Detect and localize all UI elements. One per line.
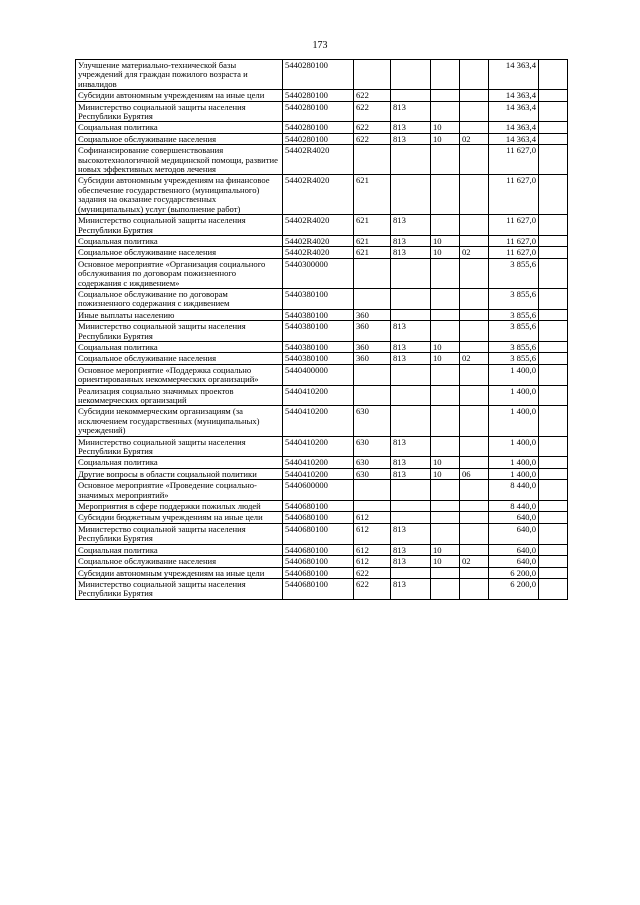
row-section-cell — [431, 480, 460, 501]
row-grbs-cell — [391, 258, 431, 288]
row-subsection-cell — [460, 90, 489, 101]
row-code-cell: 5440680100 — [283, 578, 354, 599]
row-extra-cell — [539, 385, 568, 406]
row-section-cell — [431, 309, 460, 320]
row-subsection-cell — [460, 309, 489, 320]
row-subsection-cell — [460, 480, 489, 501]
row-expense-type-cell — [354, 385, 391, 406]
row-code-cell: 5440410200 — [283, 406, 354, 436]
row-section-cell — [431, 567, 460, 578]
row-section-cell: 10 — [431, 247, 460, 258]
row-extra-cell — [539, 247, 568, 258]
row-section-cell — [431, 501, 460, 512]
table-row — [76, 258, 568, 288]
row-name-cell: Мероприятия в сфере поддержки пожилых людей — [76, 501, 283, 512]
row-name-cell: Социальное обслуживание по договорам пожизненного содержания с иждивением — [76, 288, 283, 309]
row-code-cell: 5440410200 — [283, 457, 354, 468]
row-name-cell: Социальная политика — [76, 341, 283, 352]
row-grbs-cell — [391, 567, 431, 578]
row-name-cell: Социальное обслуживание населения — [76, 133, 283, 144]
row-name-cell: Софинансирование совершенствования высокотехнологичной медицинской помощи, развитие новых эффективных методов лечения — [76, 145, 283, 175]
row-extra-cell — [539, 523, 568, 544]
row-expense-type-cell: 612 — [354, 544, 391, 555]
table-row — [76, 556, 568, 567]
table-row — [76, 321, 568, 342]
row-subsection-cell — [460, 321, 489, 342]
row-expense-type-cell — [354, 480, 391, 501]
row-section-cell — [431, 436, 460, 457]
row-name-cell: Основное мероприятие «Организация социального обслуживания по договорам пожизненного содержания с иждивением» — [76, 258, 283, 288]
row-extra-cell — [539, 175, 568, 215]
row-subsection-cell — [460, 544, 489, 555]
row-extra-cell — [539, 544, 568, 555]
row-grbs-cell — [391, 175, 431, 215]
row-sum-cell: 14 363,4 — [489, 90, 539, 101]
row-extra-cell — [539, 353, 568, 364]
row-section-cell — [431, 406, 460, 436]
row-section-cell — [431, 523, 460, 544]
row-extra-cell — [539, 512, 568, 523]
row-code-cell: 5440280100 — [283, 133, 354, 144]
row-subsection-cell: 02 — [460, 247, 489, 258]
row-grbs-cell — [391, 90, 431, 101]
row-grbs-cell — [391, 512, 431, 523]
row-grbs-cell: 813 — [391, 544, 431, 555]
row-subsection-cell — [460, 215, 489, 236]
row-sum-cell: 11 627,0 — [489, 235, 539, 246]
row-name-cell: Министерство социальной защиты населения Республики Бурятия — [76, 101, 283, 122]
row-sum-cell: 1 400,0 — [489, 436, 539, 457]
row-code-cell: 5440380100 — [283, 321, 354, 342]
row-grbs-cell — [391, 364, 431, 385]
row-sum-cell: 11 627,0 — [489, 145, 539, 175]
table-row — [76, 353, 568, 364]
row-expense-type-cell: 360 — [354, 309, 391, 320]
row-expense-type-cell: 621 — [354, 215, 391, 236]
row-section-cell: 10 — [431, 544, 460, 555]
table-row — [76, 512, 568, 523]
row-name-cell: Министерство социальной защиты населения Республики Бурятия — [76, 523, 283, 544]
row-sum-cell: 6 200,0 — [489, 578, 539, 599]
row-expense-type-cell: 622 — [354, 90, 391, 101]
row-extra-cell — [539, 480, 568, 501]
table-row — [76, 309, 568, 320]
table-row — [76, 385, 568, 406]
row-grbs-cell — [391, 309, 431, 320]
row-expense-type-cell: 621 — [354, 175, 391, 215]
table-row — [76, 90, 568, 101]
row-sum-cell: 640,0 — [489, 556, 539, 567]
row-grbs-cell — [391, 406, 431, 436]
row-grbs-cell: 813 — [391, 101, 431, 122]
budget-table — [75, 59, 568, 600]
row-code-cell: 5440380100 — [283, 288, 354, 309]
table-row — [76, 468, 568, 479]
row-grbs-cell: 813 — [391, 341, 431, 352]
row-grbs-cell — [391, 145, 431, 175]
row-sum-cell: 11 627,0 — [489, 175, 539, 215]
row-code-cell: 5440280100 — [283, 101, 354, 122]
row-expense-type-cell — [354, 60, 391, 90]
row-sum-cell: 1 400,0 — [489, 364, 539, 385]
row-grbs-cell: 813 — [391, 556, 431, 567]
row-code-cell: 5440410200 — [283, 385, 354, 406]
table-row — [76, 60, 568, 90]
row-expense-type-cell: 612 — [354, 556, 391, 567]
row-name-cell: Министерство социальной защиты населения Республики Бурятия — [76, 436, 283, 457]
row-code-cell: 5440280100 — [283, 90, 354, 101]
row-expense-type-cell: 622 — [354, 578, 391, 599]
row-expense-type-cell: 622 — [354, 567, 391, 578]
row-sum-cell: 14 363,4 — [489, 133, 539, 144]
row-subsection-cell — [460, 501, 489, 512]
row-section-cell — [431, 364, 460, 385]
row-code-cell: 5440680100 — [283, 512, 354, 523]
row-code-cell: 5440680100 — [283, 544, 354, 555]
table-row — [76, 145, 568, 175]
row-subsection-cell — [460, 288, 489, 309]
row-expense-type-cell: 630 — [354, 436, 391, 457]
row-extra-cell — [539, 501, 568, 512]
row-sum-cell: 3 855,6 — [489, 321, 539, 342]
row-code-cell: 5440410200 — [283, 436, 354, 457]
row-sum-cell: 11 627,0 — [489, 247, 539, 258]
row-subsection-cell: 06 — [460, 468, 489, 479]
row-subsection-cell: 02 — [460, 353, 489, 364]
row-name-cell: Субсидии автономным учреждениям на иные цели — [76, 567, 283, 578]
row-name-cell: Министерство социальной защиты населения Республики Бурятия — [76, 215, 283, 236]
row-extra-cell — [539, 567, 568, 578]
row-section-cell: 10 — [431, 457, 460, 468]
row-subsection-cell — [460, 364, 489, 385]
row-code-cell: 5440400000 — [283, 364, 354, 385]
row-code-cell: 5440680100 — [283, 523, 354, 544]
row-sum-cell: 8 440,0 — [489, 480, 539, 501]
row-section-cell: 10 — [431, 122, 460, 133]
table-row — [76, 544, 568, 555]
row-section-cell — [431, 258, 460, 288]
row-name-cell: Субсидии некоммерческим организациям (за исключением государственных (муниципальных) учреждений) — [76, 406, 283, 436]
row-sum-cell: 640,0 — [489, 544, 539, 555]
row-sum-cell: 1 400,0 — [489, 406, 539, 436]
row-section-cell — [431, 385, 460, 406]
table-row — [76, 501, 568, 512]
row-grbs-cell: 813 — [391, 468, 431, 479]
row-extra-cell — [539, 457, 568, 468]
row-section-cell — [431, 60, 460, 90]
row-grbs-cell: 813 — [391, 436, 431, 457]
row-name-cell: Социальное обслуживание населения — [76, 556, 283, 567]
row-sum-cell: 3 855,6 — [489, 288, 539, 309]
row-grbs-cell: 813 — [391, 247, 431, 258]
row-expense-type-cell: 612 — [354, 512, 391, 523]
row-name-cell: Министерство социальной защиты населения Республики Бурятия — [76, 321, 283, 342]
row-code-cell: 5440300000 — [283, 258, 354, 288]
table-row — [76, 523, 568, 544]
row-name-cell: Социальная политика — [76, 235, 283, 246]
row-code-cell: 54402R4020 — [283, 247, 354, 258]
row-grbs-cell: 813 — [391, 353, 431, 364]
row-section-cell — [431, 175, 460, 215]
row-code-cell: 5440380100 — [283, 309, 354, 320]
row-sum-cell: 6 200,0 — [489, 567, 539, 578]
row-sum-cell: 3 855,6 — [489, 309, 539, 320]
row-subsection-cell — [460, 60, 489, 90]
row-section-cell: 10 — [431, 353, 460, 364]
row-section-cell: 10 — [431, 468, 460, 479]
page-number: 173 — [312, 40, 328, 51]
row-name-cell: Субсидии автономным учреждениям на финансовое обеспечение государственного (муниципального) задания на оказание государственных (муниципальных) услуг (выполнение работ) — [76, 175, 283, 215]
row-subsection-cell — [460, 235, 489, 246]
row-name-cell: Основное мероприятие «Поддержка социально ориентированных некоммерческих организаций» — [76, 364, 283, 385]
row-section-cell: 10 — [431, 556, 460, 567]
row-subsection-cell — [460, 122, 489, 133]
row-grbs-cell — [391, 501, 431, 512]
row-subsection-cell — [460, 341, 489, 352]
row-extra-cell — [539, 235, 568, 246]
row-name-cell: Реализация социально значимых проектов некоммерческих организаций — [76, 385, 283, 406]
table-row — [76, 436, 568, 457]
row-grbs-cell — [391, 385, 431, 406]
row-grbs-cell: 813 — [391, 457, 431, 468]
row-sum-cell: 640,0 — [489, 523, 539, 544]
table-row — [76, 288, 568, 309]
row-expense-type-cell: 360 — [354, 341, 391, 352]
row-grbs-cell: 813 — [391, 235, 431, 246]
row-section-cell — [431, 321, 460, 342]
row-grbs-cell: 813 — [391, 578, 431, 599]
row-extra-cell — [539, 90, 568, 101]
table-row — [76, 364, 568, 385]
table-row — [76, 567, 568, 578]
row-section-cell — [431, 512, 460, 523]
row-grbs-cell: 813 — [391, 321, 431, 342]
row-section-cell — [431, 215, 460, 236]
row-sum-cell: 14 363,4 — [489, 122, 539, 133]
row-expense-type-cell — [354, 501, 391, 512]
row-section-cell — [431, 101, 460, 122]
row-code-cell: 5440280100 — [283, 60, 354, 90]
row-code-cell: 5440380100 — [283, 353, 354, 364]
row-section-cell — [431, 288, 460, 309]
row-sum-cell: 3 855,6 — [489, 258, 539, 288]
budget-table-body — [76, 60, 568, 600]
row-name-cell: Субсидии бюджетным учреждениям на иные цели — [76, 512, 283, 523]
row-name-cell: Субсидии автономным учреждениям на иные цели — [76, 90, 283, 101]
row-subsection-cell — [460, 175, 489, 215]
row-extra-cell — [539, 406, 568, 436]
row-extra-cell — [539, 309, 568, 320]
row-code-cell: 5440600000 — [283, 480, 354, 501]
row-subsection-cell — [460, 567, 489, 578]
row-expense-type-cell: 630 — [354, 468, 391, 479]
row-sum-cell: 1 400,0 — [489, 457, 539, 468]
row-expense-type-cell — [354, 288, 391, 309]
table-row — [76, 175, 568, 215]
row-subsection-cell — [460, 523, 489, 544]
table-row — [76, 578, 568, 599]
row-extra-cell — [539, 133, 568, 144]
row-expense-type-cell: 622 — [354, 122, 391, 133]
row-name-cell: Социальная политика — [76, 122, 283, 133]
row-code-cell: 54402R4020 — [283, 175, 354, 215]
row-expense-type-cell — [354, 258, 391, 288]
row-extra-cell — [539, 145, 568, 175]
row-section-cell — [431, 90, 460, 101]
row-name-cell: Социальная политика — [76, 457, 283, 468]
row-expense-type-cell — [354, 364, 391, 385]
row-section-cell: 10 — [431, 235, 460, 246]
row-expense-type-cell: 630 — [354, 406, 391, 436]
row-expense-type-cell: 621 — [354, 247, 391, 258]
row-code-cell: 54402R4020 — [283, 215, 354, 236]
row-section-cell: 10 — [431, 133, 460, 144]
row-sum-cell: 11 627,0 — [489, 215, 539, 236]
row-grbs-cell — [391, 288, 431, 309]
row-expense-type-cell: 621 — [354, 235, 391, 246]
row-section-cell: 10 — [431, 341, 460, 352]
table-row — [76, 406, 568, 436]
row-expense-type-cell: 360 — [354, 321, 391, 342]
row-name-cell: Социальное обслуживание населения — [76, 247, 283, 258]
row-name-cell: Улучшение материально-технической базы учреждений для граждан пожилого возраста и инвалидов — [76, 60, 283, 90]
row-extra-cell — [539, 436, 568, 457]
row-sum-cell: 1 400,0 — [489, 468, 539, 479]
table-row — [76, 480, 568, 501]
row-extra-cell — [539, 288, 568, 309]
row-extra-cell — [539, 321, 568, 342]
row-name-cell: Социальное обслуживание населения — [76, 353, 283, 364]
row-grbs-cell: 813 — [391, 523, 431, 544]
table-row — [76, 122, 568, 133]
row-sum-cell: 1 400,0 — [489, 385, 539, 406]
row-extra-cell — [539, 101, 568, 122]
row-subsection-cell: 02 — [460, 556, 489, 567]
row-expense-type-cell: 622 — [354, 101, 391, 122]
row-expense-type-cell: 630 — [354, 457, 391, 468]
row-name-cell: Социальная политика — [76, 544, 283, 555]
row-subsection-cell — [460, 436, 489, 457]
row-grbs-cell — [391, 480, 431, 501]
row-sum-cell: 3 855,6 — [489, 341, 539, 352]
row-grbs-cell: 813 — [391, 133, 431, 144]
row-extra-cell — [539, 258, 568, 288]
row-extra-cell — [539, 556, 568, 567]
row-code-cell: 5440410200 — [283, 468, 354, 479]
row-extra-cell — [539, 215, 568, 236]
row-section-cell — [431, 145, 460, 175]
row-sum-cell: 14 363,4 — [489, 101, 539, 122]
row-name-cell: Министерство социальной защиты населения Республики Бурятия — [76, 578, 283, 599]
row-section-cell — [431, 578, 460, 599]
row-subsection-cell — [460, 145, 489, 175]
table-row — [76, 133, 568, 144]
row-extra-cell — [539, 468, 568, 479]
row-extra-cell — [539, 578, 568, 599]
row-sum-cell: 3 855,6 — [489, 353, 539, 364]
row-sum-cell: 8 440,0 — [489, 501, 539, 512]
row-expense-type-cell: 612 — [354, 523, 391, 544]
row-name-cell: Основное мероприятие «Проведение социально-значимых мероприятий» — [76, 480, 283, 501]
row-code-cell: 5440280100 — [283, 122, 354, 133]
table-row — [76, 101, 568, 122]
row-subsection-cell — [460, 512, 489, 523]
row-sum-cell: 14 363,4 — [489, 60, 539, 90]
row-code-cell: 5440680100 — [283, 556, 354, 567]
table-row — [76, 247, 568, 258]
row-name-cell: Иные выплаты населению — [76, 309, 283, 320]
row-extra-cell — [539, 122, 568, 133]
row-name-cell: Другие вопросы в области социальной политики — [76, 468, 283, 479]
row-code-cell: 5440680100 — [283, 567, 354, 578]
row-code-cell: 54402R4020 — [283, 235, 354, 246]
row-subsection-cell — [460, 578, 489, 599]
row-subsection-cell — [460, 406, 489, 436]
row-extra-cell — [539, 60, 568, 90]
row-subsection-cell — [460, 385, 489, 406]
row-subsection-cell: 02 — [460, 133, 489, 144]
row-sum-cell: 640,0 — [489, 512, 539, 523]
row-subsection-cell — [460, 258, 489, 288]
row-code-cell: 5440680100 — [283, 501, 354, 512]
table-row — [76, 215, 568, 236]
row-grbs-cell: 813 — [391, 122, 431, 133]
row-grbs-cell — [391, 60, 431, 90]
row-code-cell: 54402R4020 — [283, 145, 354, 175]
row-grbs-cell: 813 — [391, 215, 431, 236]
row-extra-cell — [539, 341, 568, 352]
row-extra-cell — [539, 364, 568, 385]
row-code-cell: 5440380100 — [283, 341, 354, 352]
row-subsection-cell — [460, 101, 489, 122]
row-subsection-cell — [460, 457, 489, 468]
table-row — [76, 457, 568, 468]
table-row — [76, 235, 568, 246]
row-expense-type-cell — [354, 145, 391, 175]
row-expense-type-cell: 622 — [354, 133, 391, 144]
row-expense-type-cell: 360 — [354, 353, 391, 364]
table-row — [76, 341, 568, 352]
